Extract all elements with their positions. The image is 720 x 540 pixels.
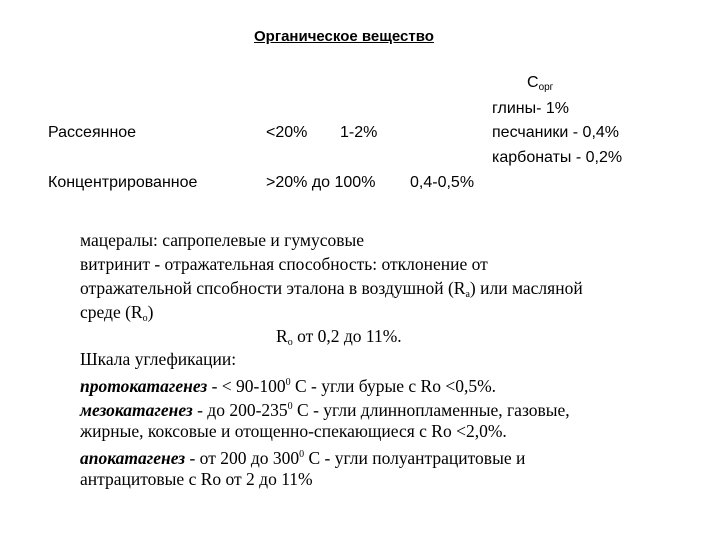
protocatagenesis-term: протокатагенез	[80, 376, 208, 396]
medium-line: среде $(R_о)$	[80, 302, 154, 324]
protocatagenesis-line: протокатагенез - < $90-100^0$ С - угли бурые с Ro <0,5%.	[80, 376, 497, 396]
row-dispersed-corg: 1-2%	[340, 124, 378, 141]
corg-base: С	[527, 74, 539, 91]
range-sandstones: песчаники - 0,4%	[492, 124, 620, 141]
page-title: Органическое вещество	[254, 28, 434, 45]
range-carbonates: карбонаты - 0,2%	[492, 149, 623, 166]
scale-header: Шкала углефикации:	[80, 349, 237, 369]
row-dispersed-label: Рассеянное	[48, 124, 137, 141]
macerals-line: мацералы: сапропелевые и гумусовые	[80, 230, 364, 250]
mesocatagenesis-line-2: жирные, коксовые и отощенно-спекающиеся с Ro <2,0%.	[80, 421, 507, 441]
corg-header	[527, 74, 553, 93]
apocatagenesis-line: апокатагенез - от 200 до $300^0$ С - угли полуантрацитовые и	[80, 448, 526, 468]
row-concentrated-label: Концентрированное	[48, 174, 198, 191]
apocatagenesis-term: апокатагенез	[80, 448, 186, 468]
reflectance-line: отражательной спсобности эталона в воздушной $(R_а)$ или масляной	[80, 278, 583, 300]
ro-range-line: $R_о$ от 0,2 до 11%.	[276, 326, 402, 348]
mesocatagenesis-line: мезокатагенез - до $200-235^0$ С - угли длиннопламенные, газовые,	[80, 400, 570, 420]
mesocatagenesis-term: мезокатагенез	[80, 400, 193, 420]
vitrinite-line: витринит - отражательная способность: отклонение от	[80, 254, 488, 274]
row-concentrated-content: >20% до 100%	[266, 174, 376, 191]
row-concentrated-corg: 0,4-0,5%	[410, 174, 475, 191]
row-dispersed-content: <20%	[266, 124, 308, 141]
range-clays: глины- 1%	[492, 100, 569, 117]
corg-sub: орг	[538, 82, 554, 93]
apocatagenesis-line-2: антрацитовые с Ro от 2 до 11%	[80, 469, 313, 489]
